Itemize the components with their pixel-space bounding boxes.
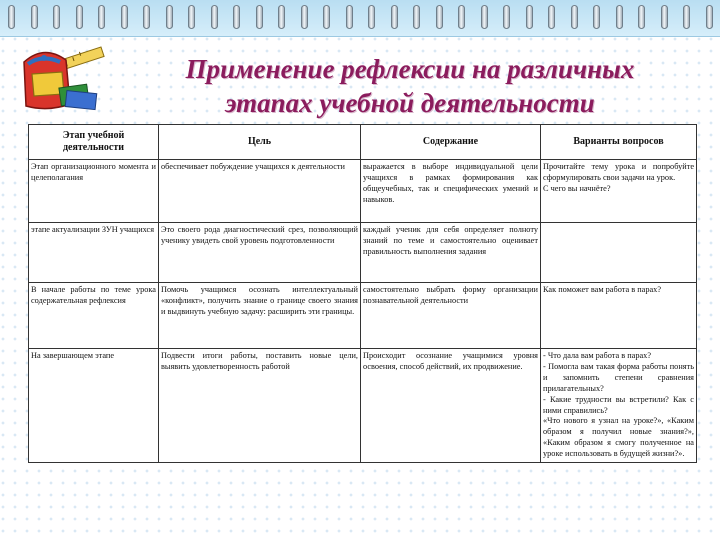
table-cell: этапе актуализации ЗУН учащихся bbox=[29, 223, 159, 283]
spiral-ring bbox=[503, 5, 510, 29]
school-backpack-icon bbox=[14, 42, 106, 114]
spiral-ring bbox=[638, 5, 645, 29]
header-content: Содержание bbox=[361, 125, 541, 160]
spiral-ring bbox=[346, 5, 353, 29]
spiral-ring bbox=[458, 5, 465, 29]
table-cell: В начале работы по теме урока содержательная рефлексия bbox=[29, 283, 159, 349]
reflection-table bbox=[28, 124, 697, 463]
spiral-ring bbox=[526, 5, 533, 29]
spiral-ring bbox=[256, 5, 263, 29]
spiral-ring bbox=[53, 5, 60, 29]
spiral-ring bbox=[368, 5, 375, 29]
spiral-ring bbox=[481, 5, 488, 29]
header-questions: Варианты вопросов bbox=[541, 125, 697, 160]
spiral-ring bbox=[233, 5, 240, 29]
spiral-ring bbox=[413, 5, 420, 29]
table-row bbox=[29, 283, 697, 349]
table-cell: обеспечивает побуждение учащихся к деятельности bbox=[159, 160, 361, 223]
spiral-ring bbox=[76, 5, 83, 29]
table-row bbox=[29, 160, 697, 223]
spiral-ring bbox=[143, 5, 150, 29]
spiral-ring bbox=[706, 5, 713, 29]
table-cell: самостоятельно выбрать форму организации познавательной деятельности bbox=[361, 283, 541, 349]
spiral-ring bbox=[98, 5, 105, 29]
header-stage: Этап учебной деятельности bbox=[29, 125, 159, 160]
spiral-ring bbox=[278, 5, 285, 29]
spiral-ring bbox=[31, 5, 38, 29]
spiral-ring bbox=[301, 5, 308, 29]
table-cell: Это своего рода диагностический срез, позволяющий ученику увидеть свой уровень подготовленности bbox=[159, 223, 361, 283]
spiral-ring bbox=[121, 5, 128, 29]
table-cell: Подвести итоги работы, поставить новые цели, выявить удовлетворенность работой bbox=[159, 349, 361, 463]
table-cell: Этап организационного момента и целеполагания bbox=[29, 160, 159, 223]
table-row bbox=[29, 223, 697, 283]
spiral-ring bbox=[571, 5, 578, 29]
spiral-ring bbox=[548, 5, 555, 29]
table-cell: каждый ученик для себя определяет полноту знаний по теме и самостоятельно оценивает правильность выполнения задания bbox=[361, 223, 541, 283]
table-cell bbox=[541, 223, 697, 283]
table-cell: - Что дала вам работа в парах? - Помогла вам такая форма работы понять и запомнить степени сравнения прилагательных? - Какие трудности вы встретили? Как с ними справились? «Что нового я узнал на уроке?», «Каким образом я получил новые знания?», «Каким образом я смогу полученное на уроке использовать в будущей жизни?». bbox=[541, 349, 697, 463]
table-cell: Как поможет вам работа в парах? bbox=[541, 283, 697, 349]
table-cell: Помочь учащимся осознать интеллектуальный «конфликт», получить знание о границе своего знания и выдвинуть учебную задачу: расширить эти границы. bbox=[159, 283, 361, 349]
spiral-ring bbox=[323, 5, 330, 29]
spiral-ring bbox=[661, 5, 668, 29]
spiral-ring bbox=[166, 5, 173, 29]
table-header-row bbox=[29, 125, 697, 160]
header-goal: Цель bbox=[159, 125, 361, 160]
table-cell: Происходит осознание учащимися уровня освоения, способ действий, их продвижение. bbox=[361, 349, 541, 463]
spiral-ring bbox=[593, 5, 600, 29]
title-line-1: Применение рефлексии на различных bbox=[185, 54, 635, 84]
spiral-ring bbox=[683, 5, 690, 29]
table-row bbox=[29, 349, 697, 463]
page-title bbox=[120, 52, 700, 120]
spiral-ring bbox=[188, 5, 195, 29]
spiral-ring bbox=[8, 5, 15, 29]
table-cell: выражается в выборе индивидуальной цели учащихся в рамках формирования как общеучебных, так и специфических умений и навыков. bbox=[361, 160, 541, 223]
title-line-2: этапах учебной деятельности bbox=[225, 88, 595, 118]
spiral-ring bbox=[436, 5, 443, 29]
notebook-spiral-binding bbox=[0, 0, 720, 37]
table-cell: На завершающем этапе bbox=[29, 349, 159, 463]
spiral-ring bbox=[211, 5, 218, 29]
spiral-ring bbox=[616, 5, 623, 29]
spiral-ring bbox=[391, 5, 398, 29]
table-cell: Прочитайте тему урока и попробуйте сформулировать свои задачи на урок. С чего вы начнёте? bbox=[541, 160, 697, 223]
